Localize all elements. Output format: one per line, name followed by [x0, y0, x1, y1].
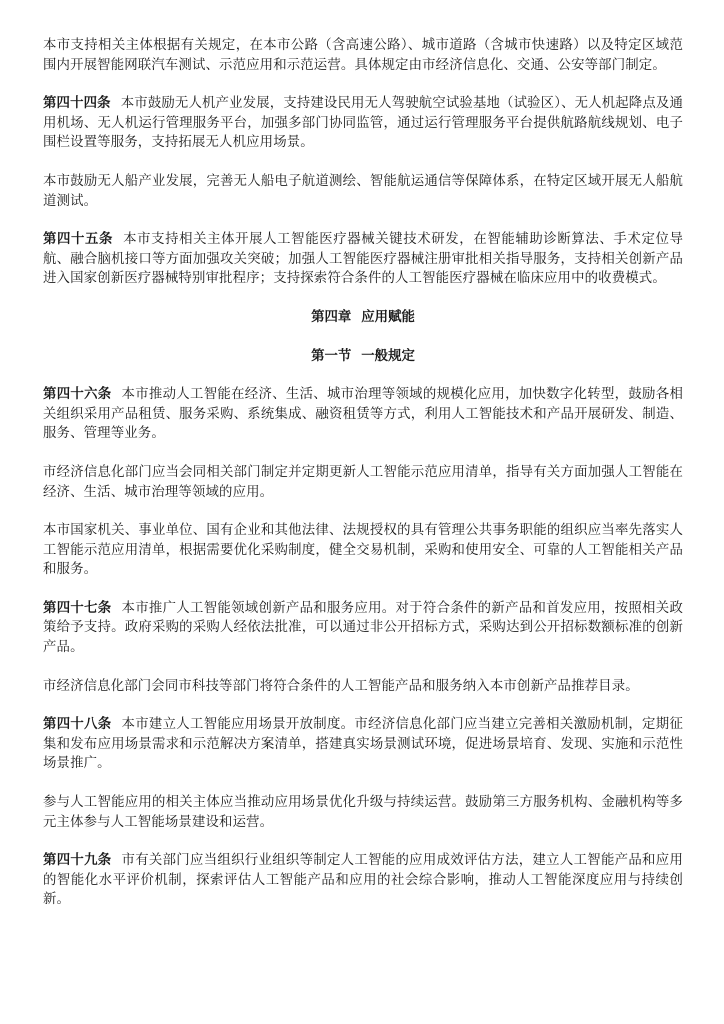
paragraph-text: 本市支持相关主体根据有关规定，在本市公路（含高速公路）、城市道路（含城市快速路）以及特定区域范围内开展智能网联汽车测试、示范应用和示范运营。具体规定由市经济信息化、交通、公安等部门制定。: [43, 38, 683, 73]
article-paragraph: [43, 851, 683, 910]
article-number: 第四十六条: [43, 387, 112, 403]
paragraph: [43, 677, 683, 697]
article-paragraph: [43, 715, 683, 774]
chapter-number: 第四章: [311, 309, 352, 325]
article-number: 第四十八条: [43, 717, 112, 733]
paragraph-text: 本市支持相关主体开展人工智能医疗器械关键技术研发，在智能辅助诊断算法、手术定位导航、融合脑机接口等方面加强攻关突破；加强人工智能医疗器械注册审批相关指导服务，支持相关创新产品进入国家创新医疗器械特别审批程序；支持探索符合条件的人工智能医疗器械在临床应用中的收费模式。: [43, 232, 684, 287]
article-number: 第四十七条: [43, 600, 112, 616]
paragraph: [43, 463, 683, 502]
paragraph: [43, 36, 683, 75]
paragraph-text: 本市鼓励无人机产业发展，支持建设民用无人驾驶航空试验基地（试验区）、无人机起降点及通用机场、无人机运行管理服务平台，加强多部门协同监管，通过运行管理服务平台提供航路航线规划、电子围栏设置等服务，支持拓展无人机应用场景。: [43, 96, 683, 151]
document-page: [43, 36, 683, 929]
article-paragraph: [43, 230, 683, 289]
article-paragraph: [43, 385, 683, 444]
section-heading: [43, 347, 683, 367]
paragraph-text: 市经济信息化部门应当会同相关部门制定并定期更新人工智能示范应用清单，指导有关方面加强人工智能在经济、生活、城市治理等领域的应用。: [43, 464, 683, 500]
paragraph-text: 本市推动人工智能在经济、生活、城市治理等领域的规模化应用，加快数字化转型，鼓励各相关组织采用产品租赁、服务采购、系统集成、融资租赁等方式，利用人工智能技术和产品开展研发、制造、服务、管理等业务。: [43, 387, 683, 442]
paragraph-text: 参与人工智能应用的相关主体应当推动应用场景优化升级与持续运营。鼓励第三方服务机构、金融机构等多元主体参与人工智能场景建设和运营。: [43, 795, 683, 830]
section-title: 一般规定: [361, 348, 415, 364]
article-paragraph: [43, 599, 683, 658]
article-number: 第四十五条: [43, 232, 114, 248]
article-number: 第四十九条: [43, 853, 112, 869]
article-paragraph: [43, 94, 683, 153]
paragraph-text: 本市建立人工智能应用场景开放制度。市经济信息化部门应当建立完善相关激励机制，定期征集和发布应用场景需求和示范解决方案清单，搭建真实场景测试环境，促进场景培育、发现、实施和示范性场景推广。: [43, 717, 683, 772]
paragraph: [43, 521, 683, 580]
paragraph-text: 本市鼓励无人船产业发展，完善无人船电子航道测绘、智能航运通信等保障体系，在特定区域开展无人船航道测试。: [43, 173, 683, 209]
paragraph: [43, 172, 683, 211]
paragraph-text: 本市推广人工智能领域创新产品和服务应用。对于符合条件的新产品和首发应用，按照相关政策给予支持。政府采购的采购人经依法批准，可以通过非公开招标方式，采购达到公开招标数额标准的创新产品。: [43, 600, 683, 656]
paragraph: [43, 793, 683, 832]
section-number: 第一节: [311, 348, 352, 364]
paragraph-text: 本市国家机关、事业单位、国有企业和其他法律、法规授权的具有管理公共事务职能的组织应当率先落实人工智能示范应用清单，根据需要优化采购制度，健全交易机制，采购和使用安全、可靠的人工智能相关产品和服务。: [43, 523, 683, 578]
article-number: 第四十四条: [43, 96, 111, 112]
paragraph-text: 市经济信息化部门会同市科技等部门将符合条件的人工智能产品和服务纳入本市创新产品推荐目录。: [43, 678, 639, 694]
chapter-title: 应用赋能: [361, 309, 415, 325]
chapter-heading: [43, 308, 683, 328]
paragraph-text: 市有关部门应当组织行业组织等制定人工智能的应用成效评估方法，建立人工智能产品和应用的智能化水平评价机制，探索评估人工智能产品和应用的社会综合影响，推动人工智能深度应用与持续创新。: [43, 853, 683, 908]
